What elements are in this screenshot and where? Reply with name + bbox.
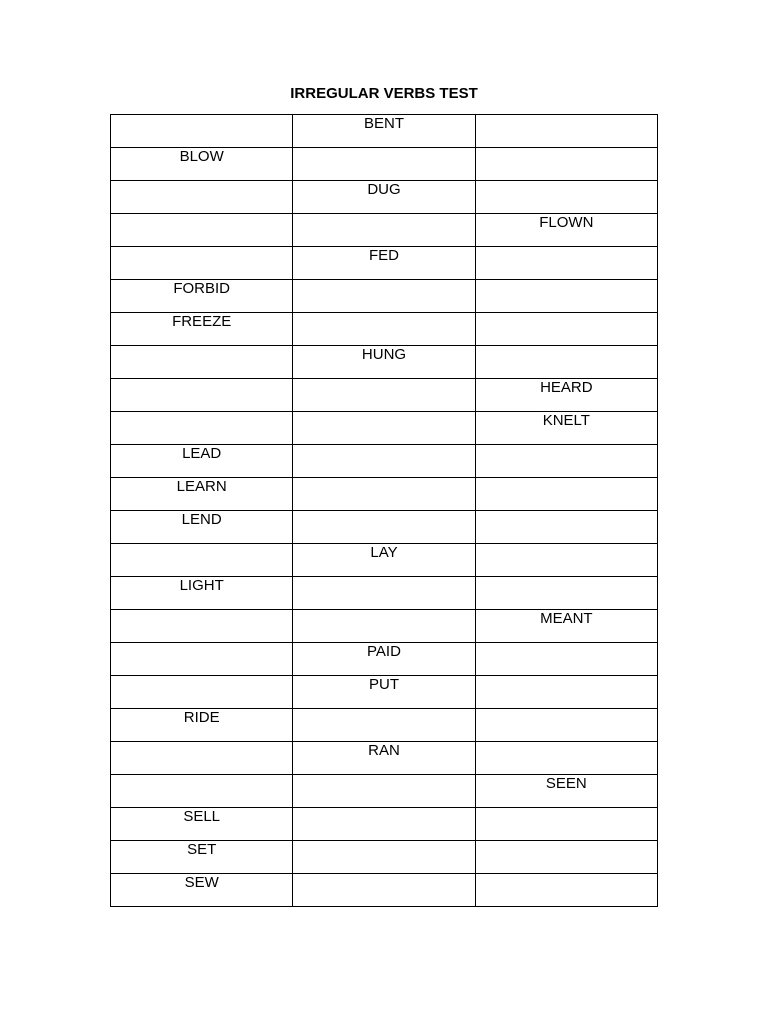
cell-text: SELL	[183, 808, 221, 825]
table-row	[111, 742, 658, 775]
cell-base-form	[111, 478, 293, 511]
cell-past-participle	[475, 577, 657, 610]
cell-base-form	[111, 874, 293, 907]
cell-text: KNELT	[542, 412, 590, 429]
cell-past-simple	[293, 775, 475, 808]
cell-past-simple	[293, 214, 475, 247]
table-row	[111, 478, 658, 511]
cell-base-form	[111, 115, 293, 148]
cell-base-form	[111, 412, 293, 445]
cell-text: RIDE	[183, 709, 220, 726]
page-title: IRREGULAR VERBS TEST	[290, 85, 478, 102]
cell-text: FLOWN	[539, 214, 594, 231]
cell-text: LEAD	[182, 445, 222, 462]
cell-past-simple	[293, 478, 475, 511]
cell-base-form	[111, 742, 293, 775]
cell-past-participle	[475, 544, 657, 577]
table-row	[111, 412, 658, 445]
table-row	[111, 610, 658, 643]
cell-past-participle	[475, 742, 657, 775]
cell-text: HUNG	[361, 346, 407, 363]
table-row	[111, 280, 658, 313]
cell-base-form	[111, 544, 293, 577]
cell-past-simple	[293, 643, 475, 676]
cell-past-participle	[475, 247, 657, 280]
cell-base-form	[111, 214, 293, 247]
cell-past-participle	[475, 214, 657, 247]
table-row	[111, 709, 658, 742]
cell-base-form	[111, 841, 293, 874]
cell-base-form	[111, 676, 293, 709]
cell-past-participle	[475, 346, 657, 379]
cell-base-form	[111, 247, 293, 280]
cell-past-simple	[293, 544, 475, 577]
table-row	[111, 445, 658, 478]
table-row	[111, 841, 658, 874]
cell-base-form	[111, 346, 293, 379]
verbs-table	[110, 114, 658, 907]
cell-past-participle	[475, 115, 657, 148]
cell-base-form	[111, 610, 293, 643]
cell-past-simple	[293, 379, 475, 412]
cell-past-participle	[475, 148, 657, 181]
cell-base-form	[111, 379, 293, 412]
cell-text: FED	[368, 247, 399, 264]
cell-past-participle	[475, 808, 657, 841]
table-row	[111, 346, 658, 379]
cell-past-simple	[293, 577, 475, 610]
cell-past-simple	[293, 115, 475, 148]
cell-past-participle	[475, 643, 657, 676]
cell-past-simple	[293, 874, 475, 907]
cell-text: BLOW	[179, 148, 224, 165]
cell-past-simple	[293, 247, 475, 280]
cell-text: FORBID	[173, 280, 230, 297]
cell-past-simple	[293, 610, 475, 643]
cell-past-participle	[475, 775, 657, 808]
table-row	[111, 214, 658, 247]
table-row	[111, 148, 658, 181]
cell-text: LEARN	[176, 478, 227, 495]
table-row	[111, 643, 658, 676]
table-row	[111, 313, 658, 346]
cell-text: PAID	[367, 643, 401, 660]
cell-text: SET	[187, 841, 217, 858]
cell-past-participle	[475, 379, 657, 412]
cell-past-simple	[293, 148, 475, 181]
cell-past-simple	[293, 676, 475, 709]
cell-base-form	[111, 709, 293, 742]
cell-base-form	[111, 775, 293, 808]
cell-past-simple	[293, 181, 475, 214]
table-row	[111, 511, 658, 544]
cell-past-participle	[475, 841, 657, 874]
table-row	[111, 577, 658, 610]
table-row	[111, 874, 658, 907]
cell-text: LIGHT	[179, 577, 224, 594]
cell-text: SEW	[184, 874, 219, 891]
cell-past-participle	[475, 412, 657, 445]
cell-past-simple	[293, 841, 475, 874]
table-row	[111, 676, 658, 709]
cell-past-simple	[293, 808, 475, 841]
table-row	[111, 247, 658, 280]
cell-text: RAN	[368, 742, 400, 759]
cell-past-participle	[475, 181, 657, 214]
cell-text: HEARD	[540, 379, 593, 396]
cell-base-form	[111, 577, 293, 610]
cell-text: LEND	[181, 511, 222, 528]
cell-past-simple	[293, 346, 475, 379]
cell-text: MEANT	[540, 610, 593, 627]
verbs-table-body	[111, 115, 658, 907]
cell-past-participle	[475, 709, 657, 742]
cell-past-simple	[293, 445, 475, 478]
cell-base-form	[111, 808, 293, 841]
cell-past-simple	[293, 742, 475, 775]
cell-past-participle	[475, 280, 657, 313]
cell-base-form	[111, 313, 293, 346]
cell-base-form	[111, 280, 293, 313]
table-row	[111, 808, 658, 841]
table-row	[111, 115, 658, 148]
cell-past-simple	[293, 280, 475, 313]
cell-text: LAY	[370, 544, 398, 561]
cell-base-form	[111, 148, 293, 181]
cell-past-participle	[475, 610, 657, 643]
cell-text: FREEZE	[172, 313, 232, 330]
cell-past-simple	[293, 511, 475, 544]
table-row	[111, 181, 658, 214]
cell-past-simple	[293, 412, 475, 445]
table-row	[111, 544, 658, 577]
cell-past-participle	[475, 676, 657, 709]
cell-past-participle	[475, 874, 657, 907]
cell-base-form	[111, 511, 293, 544]
cell-text: PUT	[368, 676, 399, 693]
cell-base-form	[111, 445, 293, 478]
cell-past-participle	[475, 511, 657, 544]
cell-past-simple	[293, 313, 475, 346]
table-row	[111, 379, 658, 412]
cell-text: DUG	[367, 181, 401, 198]
cell-past-participle	[475, 478, 657, 511]
table-row	[111, 775, 658, 808]
cell-text: SEEN	[545, 775, 587, 792]
cell-base-form	[111, 181, 293, 214]
cell-past-participle	[475, 445, 657, 478]
cell-base-form	[111, 643, 293, 676]
cell-past-participle	[475, 313, 657, 346]
cell-past-simple	[293, 709, 475, 742]
cell-text: BENT	[363, 115, 404, 132]
